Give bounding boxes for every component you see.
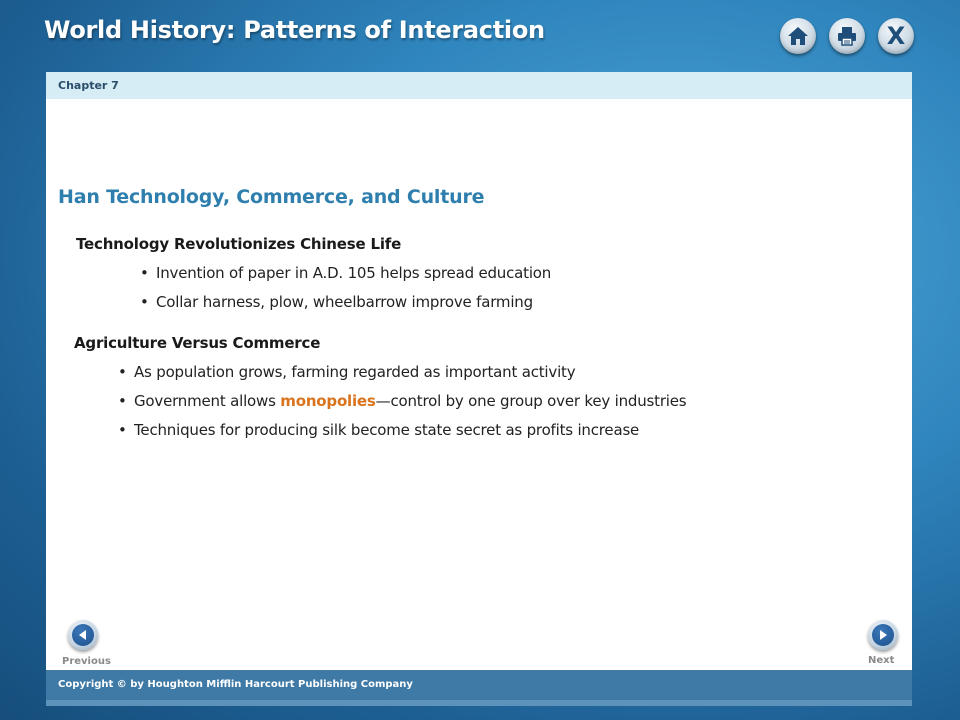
bullet-item: [118, 392, 686, 410]
next-label[interactable]: Next: [868, 655, 895, 666]
app-title: World History: Patterns of Interaction: [44, 16, 545, 44]
previous-button[interactable]: [68, 620, 98, 650]
slide-content: [46, 72, 912, 670]
bullet-item: [118, 363, 575, 381]
bullet-item: [140, 293, 533, 311]
bullet-dot: •: [140, 293, 149, 311]
bullet-text: Collar harness, plow, wheelbarrow improve farming: [156, 293, 533, 311]
close-icon: X: [886, 22, 906, 50]
arrow-right-icon: [877, 629, 889, 641]
home-button[interactable]: [780, 18, 816, 54]
footer-edge: [46, 700, 912, 706]
bullet-dot: •: [118, 392, 127, 410]
section-heading-technology: Technology Revolutionizes Chinese Life: [76, 235, 402, 253]
bullet-dot: •: [140, 264, 149, 282]
slide-title: Han Technology, Commerce, and Culture: [58, 186, 485, 208]
next-button-face: [872, 624, 894, 646]
bullet-text: As population grows, farming regarded as important activity: [134, 363, 576, 381]
print-icon: [836, 25, 858, 47]
bullet-dot: •: [118, 363, 127, 381]
previous-button-face: [72, 624, 94, 646]
bullet-item: [118, 421, 639, 439]
bullet-text-after: —control by one group over key industries: [375, 392, 687, 410]
arrow-left-icon: [77, 629, 89, 641]
bullet-text: Invention of paper in A.D. 105 helps spread education: [156, 264, 552, 282]
chapter-label: Chapter 7: [58, 79, 119, 92]
bullet-text-before: Government allows: [134, 392, 281, 410]
footer-bar: [46, 670, 912, 700]
chapter-bar: [46, 72, 912, 99]
copyright-text: Copyright © by Houghton Mifflin Harcourt Publishing Company: [58, 679, 413, 690]
close-button[interactable]: [878, 18, 914, 54]
bullet-item: [140, 264, 551, 282]
print-button[interactable]: [829, 18, 865, 54]
bullet-dot: •: [118, 421, 127, 439]
home-icon: [787, 25, 809, 47]
next-button[interactable]: [868, 620, 898, 650]
bullet-text: Techniques for producing silk become state secret as profits increase: [134, 421, 640, 439]
keyword-monopolies: monopolies: [280, 392, 376, 410]
previous-label[interactable]: Previous: [62, 656, 111, 667]
section-heading-agriculture: Agriculture Versus Commerce: [74, 334, 321, 352]
